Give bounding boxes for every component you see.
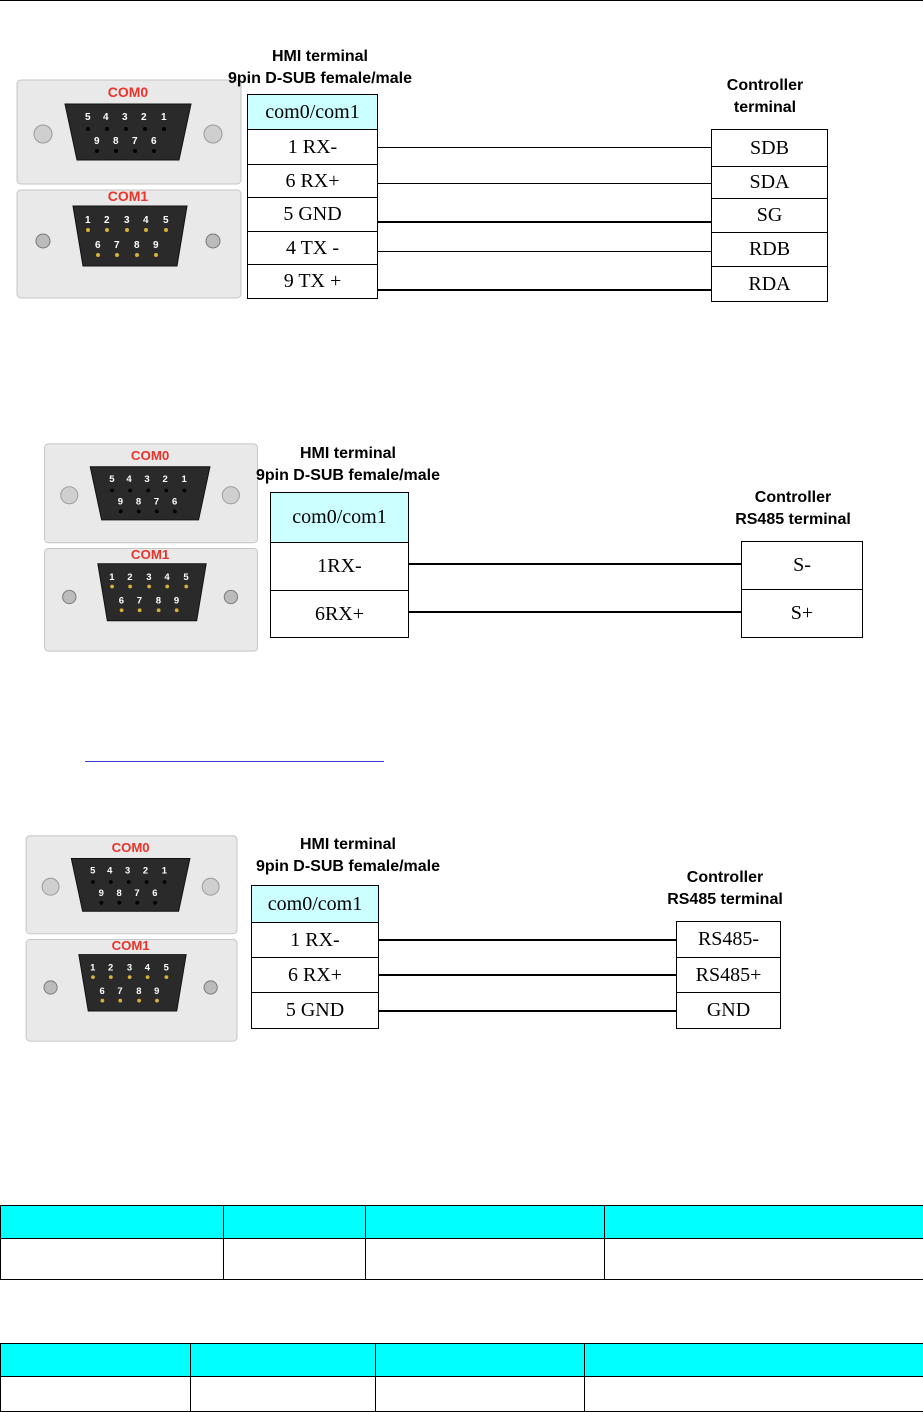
- svg-text:3: 3: [126, 961, 133, 973]
- controller-pin: SDB: [712, 130, 828, 167]
- svg-text:1: 1: [161, 864, 167, 876]
- svg-text:3: 3: [146, 571, 152, 583]
- controller-pin: GND: [677, 993, 781, 1029]
- svg-text:1: 1: [109, 571, 115, 583]
- svg-text:9: 9: [153, 240, 159, 251]
- svg-text:8: 8: [136, 985, 142, 997]
- hmi-terminal-header: HMI terminal 9pin D-SUB female/male: [255, 836, 441, 875]
- com1-label: COM1: [130, 546, 170, 562]
- svg-text:7: 7: [134, 887, 140, 899]
- hmi-pin: 1RX-: [271, 543, 409, 591]
- svg-text:5: 5: [163, 961, 169, 973]
- table-cell: [585, 1377, 923, 1412]
- svg-text:2: 2: [162, 473, 168, 485]
- hmi-pin: 1 RX-: [248, 130, 378, 165]
- svg-text:4: 4: [126, 473, 132, 485]
- table-cell: [224, 1239, 366, 1280]
- svg-text:7: 7: [136, 595, 143, 607]
- svg-text:6: 6: [171, 496, 178, 508]
- hmi-pin: 5 GND: [252, 993, 379, 1029]
- controller-pin: SG: [712, 199, 828, 233]
- svg-text:1: 1: [161, 112, 167, 123]
- svg-text:7: 7: [153, 496, 160, 508]
- hmi-pin: 6 RX+: [248, 165, 378, 198]
- hmi-terminal-header: HMI terminal 9pin D-SUB female/male: [227, 48, 413, 87]
- controller-terminal-header: Controller RS485 terminal: [667, 869, 783, 908]
- svg-text:5: 5: [163, 215, 169, 226]
- hmi-port-label: com0/com1: [271, 493, 409, 543]
- svg-text:5: 5: [85, 112, 91, 123]
- hmi-pin: 4 TX -: [248, 232, 378, 265]
- svg-text:8: 8: [155, 595, 162, 607]
- svg-text:5: 5: [90, 864, 96, 876]
- svg-text:8: 8: [134, 240, 140, 251]
- svg-text:2: 2: [108, 961, 114, 973]
- controller-pin: SDA: [712, 167, 828, 199]
- svg-text:1: 1: [181, 473, 187, 485]
- empty-table-2: [0, 1343, 923, 1412]
- table-header-cell: [191, 1344, 376, 1377]
- svg-text:4: 4: [144, 961, 150, 973]
- table-header-cell: [366, 1206, 605, 1239]
- svg-text:2: 2: [127, 571, 133, 583]
- svg-text:6: 6: [95, 240, 101, 251]
- hmi-pin: 6RX+: [271, 591, 409, 638]
- svg-text:1: 1: [90, 961, 96, 973]
- svg-text:6: 6: [118, 595, 125, 607]
- svg-text:8: 8: [135, 496, 142, 508]
- controller-pin: S-: [742, 542, 863, 590]
- controller-terminal-header: Controller RS485 terminal: [735, 489, 851, 528]
- svg-text:4: 4: [164, 571, 170, 583]
- svg-text:1: 1: [85, 215, 91, 226]
- svg-text:8: 8: [113, 136, 119, 147]
- svg-text:4: 4: [143, 215, 149, 226]
- hmi-pin: 6 RX+: [252, 958, 379, 993]
- svg-text:6: 6: [151, 136, 157, 147]
- svg-text:9: 9: [117, 496, 124, 508]
- svg-text:7: 7: [114, 240, 120, 251]
- hmi-pin-table: [251, 885, 379, 1029]
- svg-text:4: 4: [103, 112, 109, 123]
- controller-pin-table: [676, 921, 781, 1029]
- svg-text:3: 3: [124, 864, 131, 876]
- hmi-pin: 1 RX-: [252, 923, 379, 958]
- controller-pin: S+: [742, 590, 863, 638]
- svg-text:7: 7: [117, 985, 123, 997]
- wire: [379, 974, 676, 976]
- table-cell: [1, 1377, 191, 1412]
- table-header-cell: [585, 1344, 923, 1377]
- svg-text:6: 6: [152, 887, 158, 899]
- hmi-port-label: com0/com1: [252, 886, 379, 923]
- com0-label: COM0: [107, 84, 149, 100]
- svg-text:9: 9: [98, 887, 104, 899]
- svg-text:3: 3: [122, 112, 128, 123]
- svg-text:2: 2: [104, 215, 110, 226]
- hmi-terminal-header: HMI terminal 9pin D-SUB female/male: [255, 445, 441, 484]
- controller-pin: RS485+: [677, 958, 781, 993]
- svg-text:3: 3: [144, 473, 150, 485]
- svg-text:9: 9: [94, 136, 100, 147]
- com1-label: COM1: [107, 188, 149, 204]
- table-cell: [1, 1239, 224, 1280]
- hmi-pin: 5 GND: [248, 198, 378, 232]
- svg-text:2: 2: [141, 112, 147, 123]
- com0-label: COM0: [111, 839, 150, 855]
- controller-pin: RS485-: [677, 922, 781, 958]
- com1-label: COM1: [111, 937, 150, 953]
- table-header-cell: [605, 1206, 923, 1239]
- hmi-port-label: com0/com1: [248, 95, 378, 130]
- table-header-cell: [1, 1344, 191, 1377]
- svg-text:6: 6: [99, 985, 105, 997]
- svg-text:3: 3: [124, 215, 130, 226]
- hmi-pin: 9 TX +: [248, 265, 378, 299]
- table-header-cell: [1, 1206, 224, 1239]
- table-cell: [605, 1239, 923, 1280]
- svg-text:8: 8: [116, 887, 122, 899]
- controller-pin: RDB: [712, 233, 828, 267]
- svg-text:2: 2: [142, 864, 149, 876]
- table-cell: [366, 1239, 605, 1280]
- table-header-cell: [224, 1206, 366, 1239]
- controller-pin: RDA: [712, 267, 828, 302]
- wire: [379, 1010, 676, 1012]
- svg-text:9: 9: [154, 985, 160, 997]
- svg-text:9: 9: [173, 595, 180, 607]
- table-cell: [191, 1377, 376, 1412]
- table-cell: [376, 1377, 585, 1412]
- svg-text:7: 7: [132, 136, 138, 147]
- empty-table-1: [0, 1205, 923, 1280]
- svg-text:5: 5: [183, 571, 189, 583]
- table-header-cell: [376, 1344, 585, 1377]
- svg-text:5: 5: [109, 473, 115, 485]
- db9-connector-image: [20, 834, 245, 1044]
- controller-terminal-header: Controller terminal: [726, 77, 804, 116]
- wire: [379, 939, 676, 941]
- com0-label: COM0: [130, 448, 170, 464]
- svg-text:4: 4: [107, 864, 113, 876]
